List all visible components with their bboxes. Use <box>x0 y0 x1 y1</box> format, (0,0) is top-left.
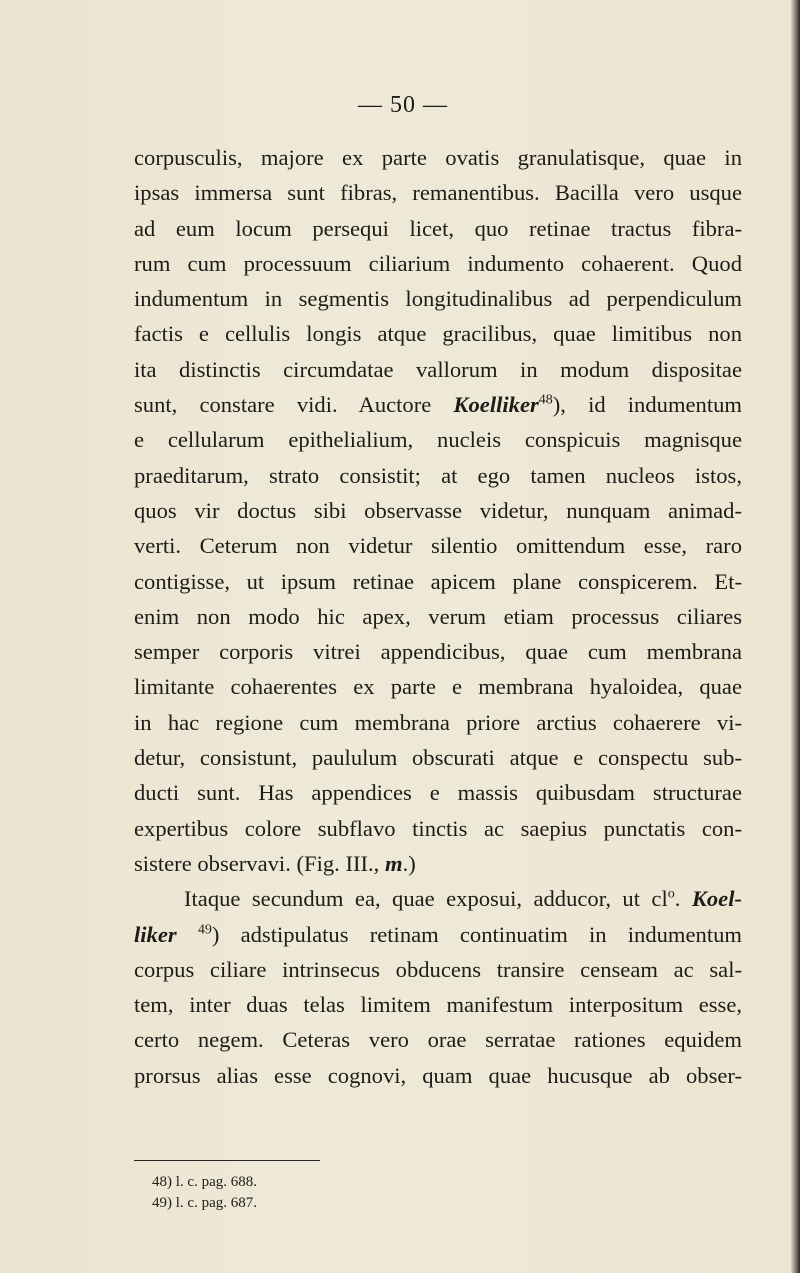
footnote: 48) l. c. pag. 688. <box>152 1174 257 1190</box>
text-line: sunt, constare vidi. Auctore Koelliker$^{48}$), id indumentum <box>134 392 742 418</box>
text-line: ita distinctis circumdatae vallorum in modum dispositae <box>134 356 742 382</box>
figure-label: m <box>384 850 403 876</box>
text-line: certo negem. Ceteras vero orae serratae rationes equidem <box>134 1027 742 1053</box>
text-line: Itaque secundum ea, quae exposui, adducor, ut $cl^o$. Koel- <box>184 886 743 912</box>
footnote-ref: 48 <box>538 392 553 408</box>
text-line: ducti sunt. Has appendices e massis quibusdam structurae <box>134 780 742 806</box>
text-line: ipsas immersa sunt fibras, remanentibus. Bacilla vero usque <box>134 180 742 206</box>
page-number-header: — 50 — <box>358 92 448 118</box>
footnote-ref: 49 <box>197 922 212 937</box>
author-name: liker <box>134 921 177 947</box>
text-line: corpusculis, majore ex parte ovatis granulatisque, quae in <box>134 145 742 170</box>
footnotes <box>152 1172 452 1214</box>
text-line: in hac regione cum membrana priore arctius cohaerere vi- <box>134 709 742 735</box>
author-name: Koelliker <box>453 392 539 418</box>
text-line: limitante cohaerentes ex parte e membrana hyaloidea, quae <box>134 674 742 700</box>
text-line: factis e cellulis longis atque gracilibus, quae limitibus non <box>134 321 742 347</box>
text-line: verti. Ceterum non videtur silentio omittendum esse, raro <box>134 533 742 559</box>
text-line: expertibus colore subflavo tinctis ac saepius punctatis con- <box>134 815 742 841</box>
text-line: contigisse, ut ipsum retinae apicem plane conspicerem. Et- <box>134 568 742 594</box>
page-edge-shadow <box>791 0 800 1273</box>
text-line: e cellularum epithelialium, nucleis conspicuis magnisque <box>134 427 742 453</box>
text-line: semper corporis vitrei appendicibus, quae cum membrana <box>134 639 742 665</box>
text-line: quos vir doctus sibi observasse videtur, nunquam animad- <box>134 497 742 523</box>
text-line: liker $^{49}$) adstipulatus retinam continuatim in indumentum <box>134 921 742 947</box>
text-line: tem, inter duas telas limitem manifestum interpositum esse, <box>134 992 742 1018</box>
text-line: praeditarum, strato consistit; at ego tamen nucleos istos, <box>134 462 742 488</box>
footnote-divider <box>134 1160 320 1161</box>
footnote: 49) l. c. pag. 687. <box>152 1195 257 1211</box>
text-line: detur, consistunt, paululum obscurati atque e conspectu sub- <box>134 745 742 771</box>
author-name: Koel- <box>691 886 743 912</box>
text-line: rum cum processuum ciliarium indumento cohaerent. Quod <box>134 250 742 276</box>
text-line: enim non modo hic apex, verum etiam processus ciliares <box>134 603 742 629</box>
text-line: indumentum in segmentis longitudinalibus ad perpendiculum <box>134 286 742 312</box>
text-line: corpus ciliare intrinsecus obducens transire censeam ac sal- <box>134 956 742 982</box>
text-line: sistere observavi. (Fig. III., m.) <box>134 850 416 876</box>
body-text <box>134 140 742 1093</box>
text-line: ad eum locum persequi licet, quo retinae tractus fibra- <box>134 215 742 241</box>
text-line: prorsus alias esse cognovi, quam quae hucusque ab obser- <box>134 1062 742 1088</box>
